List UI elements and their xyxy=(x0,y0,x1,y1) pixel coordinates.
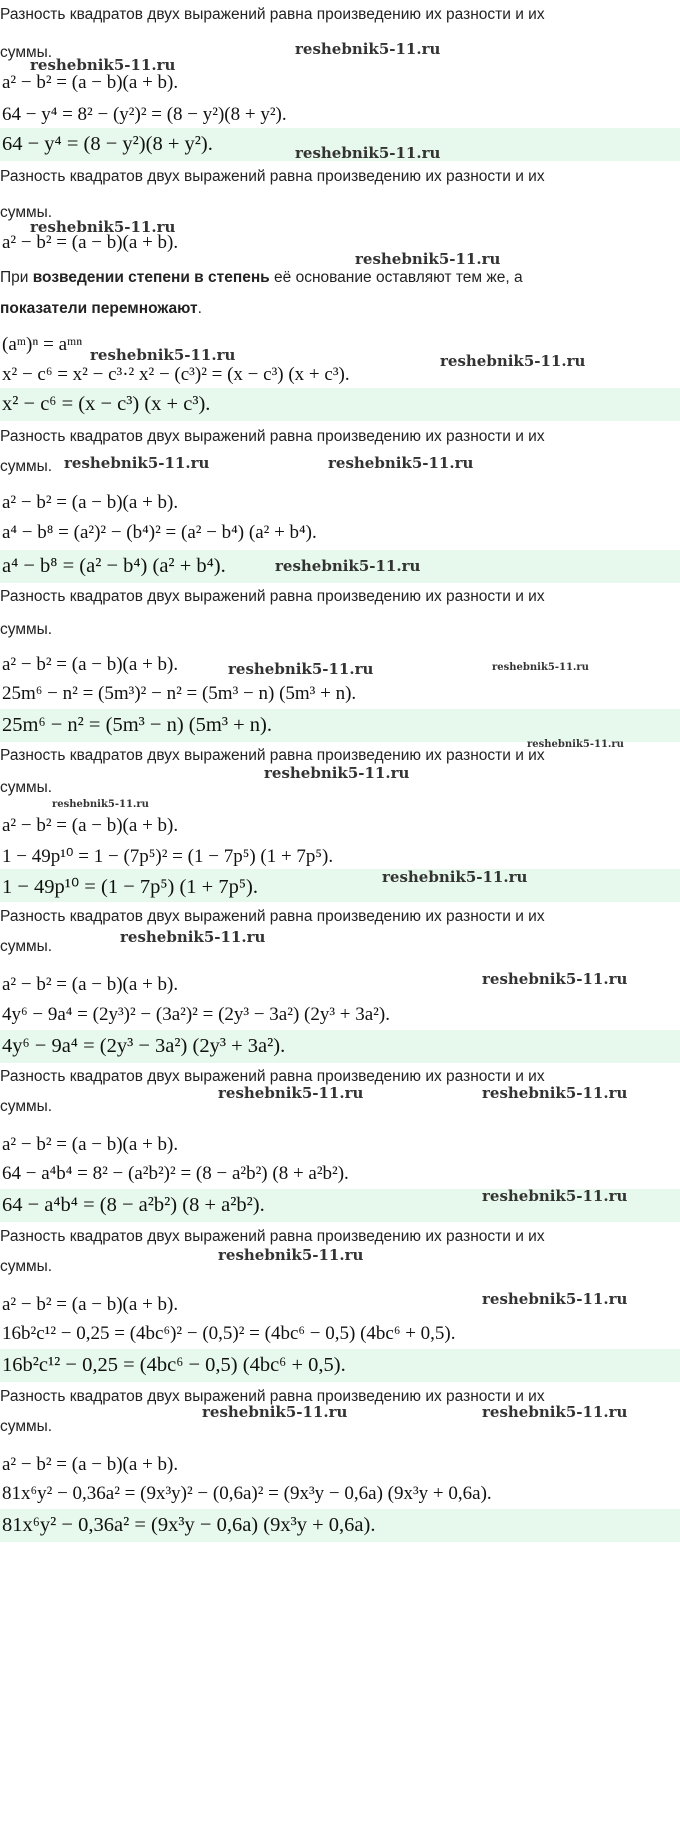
rule-text-end: суммы. xyxy=(0,1098,53,1115)
answer-formula: 16b²c¹² − 0,25 = (4bc⁶ − 0,5) (4bc⁶ + 0,5). xyxy=(2,1354,346,1376)
watermark: reshebnik5-11.ru xyxy=(64,454,210,472)
rule-text: Разность квадратов двух выражений равна произведению их разности и их xyxy=(0,428,545,445)
formula-diff-squares: a² − b² = (a − b)(a + b). xyxy=(2,232,179,253)
step-line: 81x⁶y² − 0,36a² = (9x³y)² − (0,6a)² = (9x³y − 0,6a) (9x³y + 0,6a). xyxy=(2,1483,492,1504)
watermark: reshebnik5-11.ru xyxy=(30,218,176,236)
formula-diff-squares: a² − b² = (a − b)(a + b). xyxy=(2,974,179,995)
rule-text-end: суммы. xyxy=(0,938,53,955)
watermark: reshebnik5-11.ru xyxy=(527,739,624,750)
power-rule-bold: возведении степени в степень xyxy=(32,269,270,286)
rule-text-end: суммы. xyxy=(0,779,53,796)
step-line: x² − c⁶ = x² − c³·² x² − (c³)² = (x − c³) (x + c³). xyxy=(2,364,350,385)
step-line: 16b²c¹² − 0,25 = (4bc⁶)² − (0,5)² = (4bc⁶ − 0,5) (4bc⁶ + 0,5). xyxy=(2,1323,456,1344)
watermark: reshebnik5-11.ru xyxy=(30,56,176,74)
formula-diff-squares: a² − b² = (a − b)(a + b). xyxy=(2,1294,179,1315)
watermark: reshebnik5-11.ru xyxy=(355,250,501,268)
rule-text: Разность квадратов двух выражений равна произведению их разности и их xyxy=(0,747,545,764)
answer-row xyxy=(0,709,680,742)
watermark: reshebnik5-11.ru xyxy=(482,970,628,988)
watermark: reshebnik5-11.ru xyxy=(482,1187,628,1205)
watermark: reshebnik5-11.ru xyxy=(228,660,374,678)
rule-text: Разность квадратов двух выражений равна произведению их разности и их xyxy=(0,1068,545,1085)
watermark: reshebnik5-11.ru xyxy=(264,764,410,782)
formula-diff-squares: a² − b² = (a − b)(a + b). xyxy=(2,1134,179,1155)
power-rule-line-2 xyxy=(0,300,202,318)
watermark: reshebnik5-11.ru xyxy=(295,40,441,58)
rule-text-end: суммы. xyxy=(0,1418,53,1435)
step-line: a⁴ − b⁸ = (a²)² − (b⁴)² = (a² − b⁴) (a² + b⁴). xyxy=(2,522,317,543)
watermark: reshebnik5-11.ru xyxy=(328,454,474,472)
answer-row xyxy=(0,1349,680,1382)
rule-text: Разность квадратов двух выражений равна произведению их разности и их xyxy=(0,1228,545,1245)
watermark: reshebnik5-11.ru xyxy=(440,352,586,370)
answer-formula: 64 − a⁴b⁴ = (8 − a²b²) (8 + a²b²). xyxy=(2,1194,265,1216)
step-line: 25m⁶ − n² = (5m³)² − n² = (5m³ − n) (5m³ + n). xyxy=(2,683,357,704)
watermark: reshebnik5-11.ru xyxy=(275,557,421,575)
answer-formula: 81x⁶y² − 0,36a² = (9x³y − 0,6a) (9x³y + 0,6a). xyxy=(2,1514,376,1536)
formula-power: (aᵐ)ⁿ = aᵐⁿ xyxy=(2,334,83,355)
step-line: 4y⁶ − 9a⁴ = (2y³)² − (3a²)² = (2y³ − 3a²) (2y³ + 3a²). xyxy=(2,1004,390,1025)
formula-diff-squares: a² − b² = (a − b)(a + b). xyxy=(2,815,179,836)
answer-row xyxy=(0,1509,680,1542)
answer-row xyxy=(0,388,680,421)
power-rule-pre: При xyxy=(0,269,33,286)
rule-text-end: суммы. xyxy=(0,44,53,61)
rule-text: Разность квадратов двух выражений равна произведению их разности и их xyxy=(0,6,545,23)
formula-diff-squares: a² − b² = (a − b)(a + b). xyxy=(2,1454,179,1475)
rule-text: Разность квадратов двух выражений равна произведению их разности и их xyxy=(0,588,545,605)
answer-formula: a⁴ − b⁸ = (a² − b⁴) (a² + b⁴). xyxy=(2,555,226,577)
watermark: reshebnik5-11.ru xyxy=(202,1403,348,1421)
answer-formula: 4y⁶ − 9a⁴ = (2y³ − 3a²) (2y³ + 3a²). xyxy=(2,1035,286,1057)
watermark: reshebnik5-11.ru xyxy=(120,928,266,946)
formula-diff-squares: a² − b² = (a − b)(a + b). xyxy=(2,72,179,93)
power-rule-bold-2: показатели перемножают xyxy=(0,300,198,317)
formula-diff-squares: a² − b² = (a − b)(a + b). xyxy=(2,492,179,513)
watermark: reshebnik5-11.ru xyxy=(218,1084,364,1102)
watermark: reshebnik5-11.ru xyxy=(90,346,236,364)
formula-diff-squares: a² − b² = (a − b)(a + b). xyxy=(2,654,179,675)
rule-text-end: суммы. xyxy=(0,458,53,475)
power-rule-post: . xyxy=(197,300,202,317)
answer-formula: 25m⁶ − n² = (5m³ − n) (5m³ + n). xyxy=(2,714,272,736)
answer-row xyxy=(0,1030,680,1063)
rule-text-end: суммы. xyxy=(0,1258,53,1275)
rule-text: Разность квадратов двух выражений равна произведению их разности и их xyxy=(0,908,545,925)
watermark: reshebnik5-11.ru xyxy=(482,1290,628,1308)
answer-formula: 1 − 49p¹⁰ = (1 − 7p⁵) (1 + 7p⁵). xyxy=(2,876,258,898)
watermark: reshebnik5-11.ru xyxy=(382,868,528,886)
step-line: 1 − 49p¹⁰ = 1 − (7p⁵)² = (1 − 7p⁵) (1 + 7p⁵). xyxy=(2,846,334,867)
watermark: reshebnik5-11.ru xyxy=(482,1084,628,1102)
answer-formula: 64 − y⁴ = (8 − y²)(8 + y²). xyxy=(2,133,213,155)
answer-formula: x² − c⁶ = (x − c³) (x + c³). xyxy=(2,393,211,415)
rule-text-end: суммы. xyxy=(0,621,53,638)
power-rule-mid: её основание оставляют тем же, а xyxy=(269,269,523,286)
step-line: 64 − a⁴b⁴ = 8² − (a²b²)² = (8 − a²b²) (8 + a²b²). xyxy=(2,1163,349,1184)
power-rule-line-1 xyxy=(0,269,523,287)
rule-text-end: суммы. xyxy=(0,204,53,221)
step-line: 64 − y⁴ = 8² − (y²)² = (8 − y²)(8 + y²). xyxy=(2,104,287,125)
rule-text: Разность квадратов двух выражений равна произведению их разности и их xyxy=(0,1388,545,1405)
watermark: reshebnik5-11.ru xyxy=(492,662,589,673)
watermark: reshebnik5-11.ru xyxy=(52,799,149,810)
answer-row xyxy=(0,869,680,902)
watermark: reshebnik5-11.ru xyxy=(482,1403,628,1421)
rule-text: Разность квадратов двух выражений равна произведению их разности и их xyxy=(0,168,545,185)
watermark: reshebnik5-11.ru xyxy=(295,144,441,162)
watermark: reshebnik5-11.ru xyxy=(218,1246,364,1264)
